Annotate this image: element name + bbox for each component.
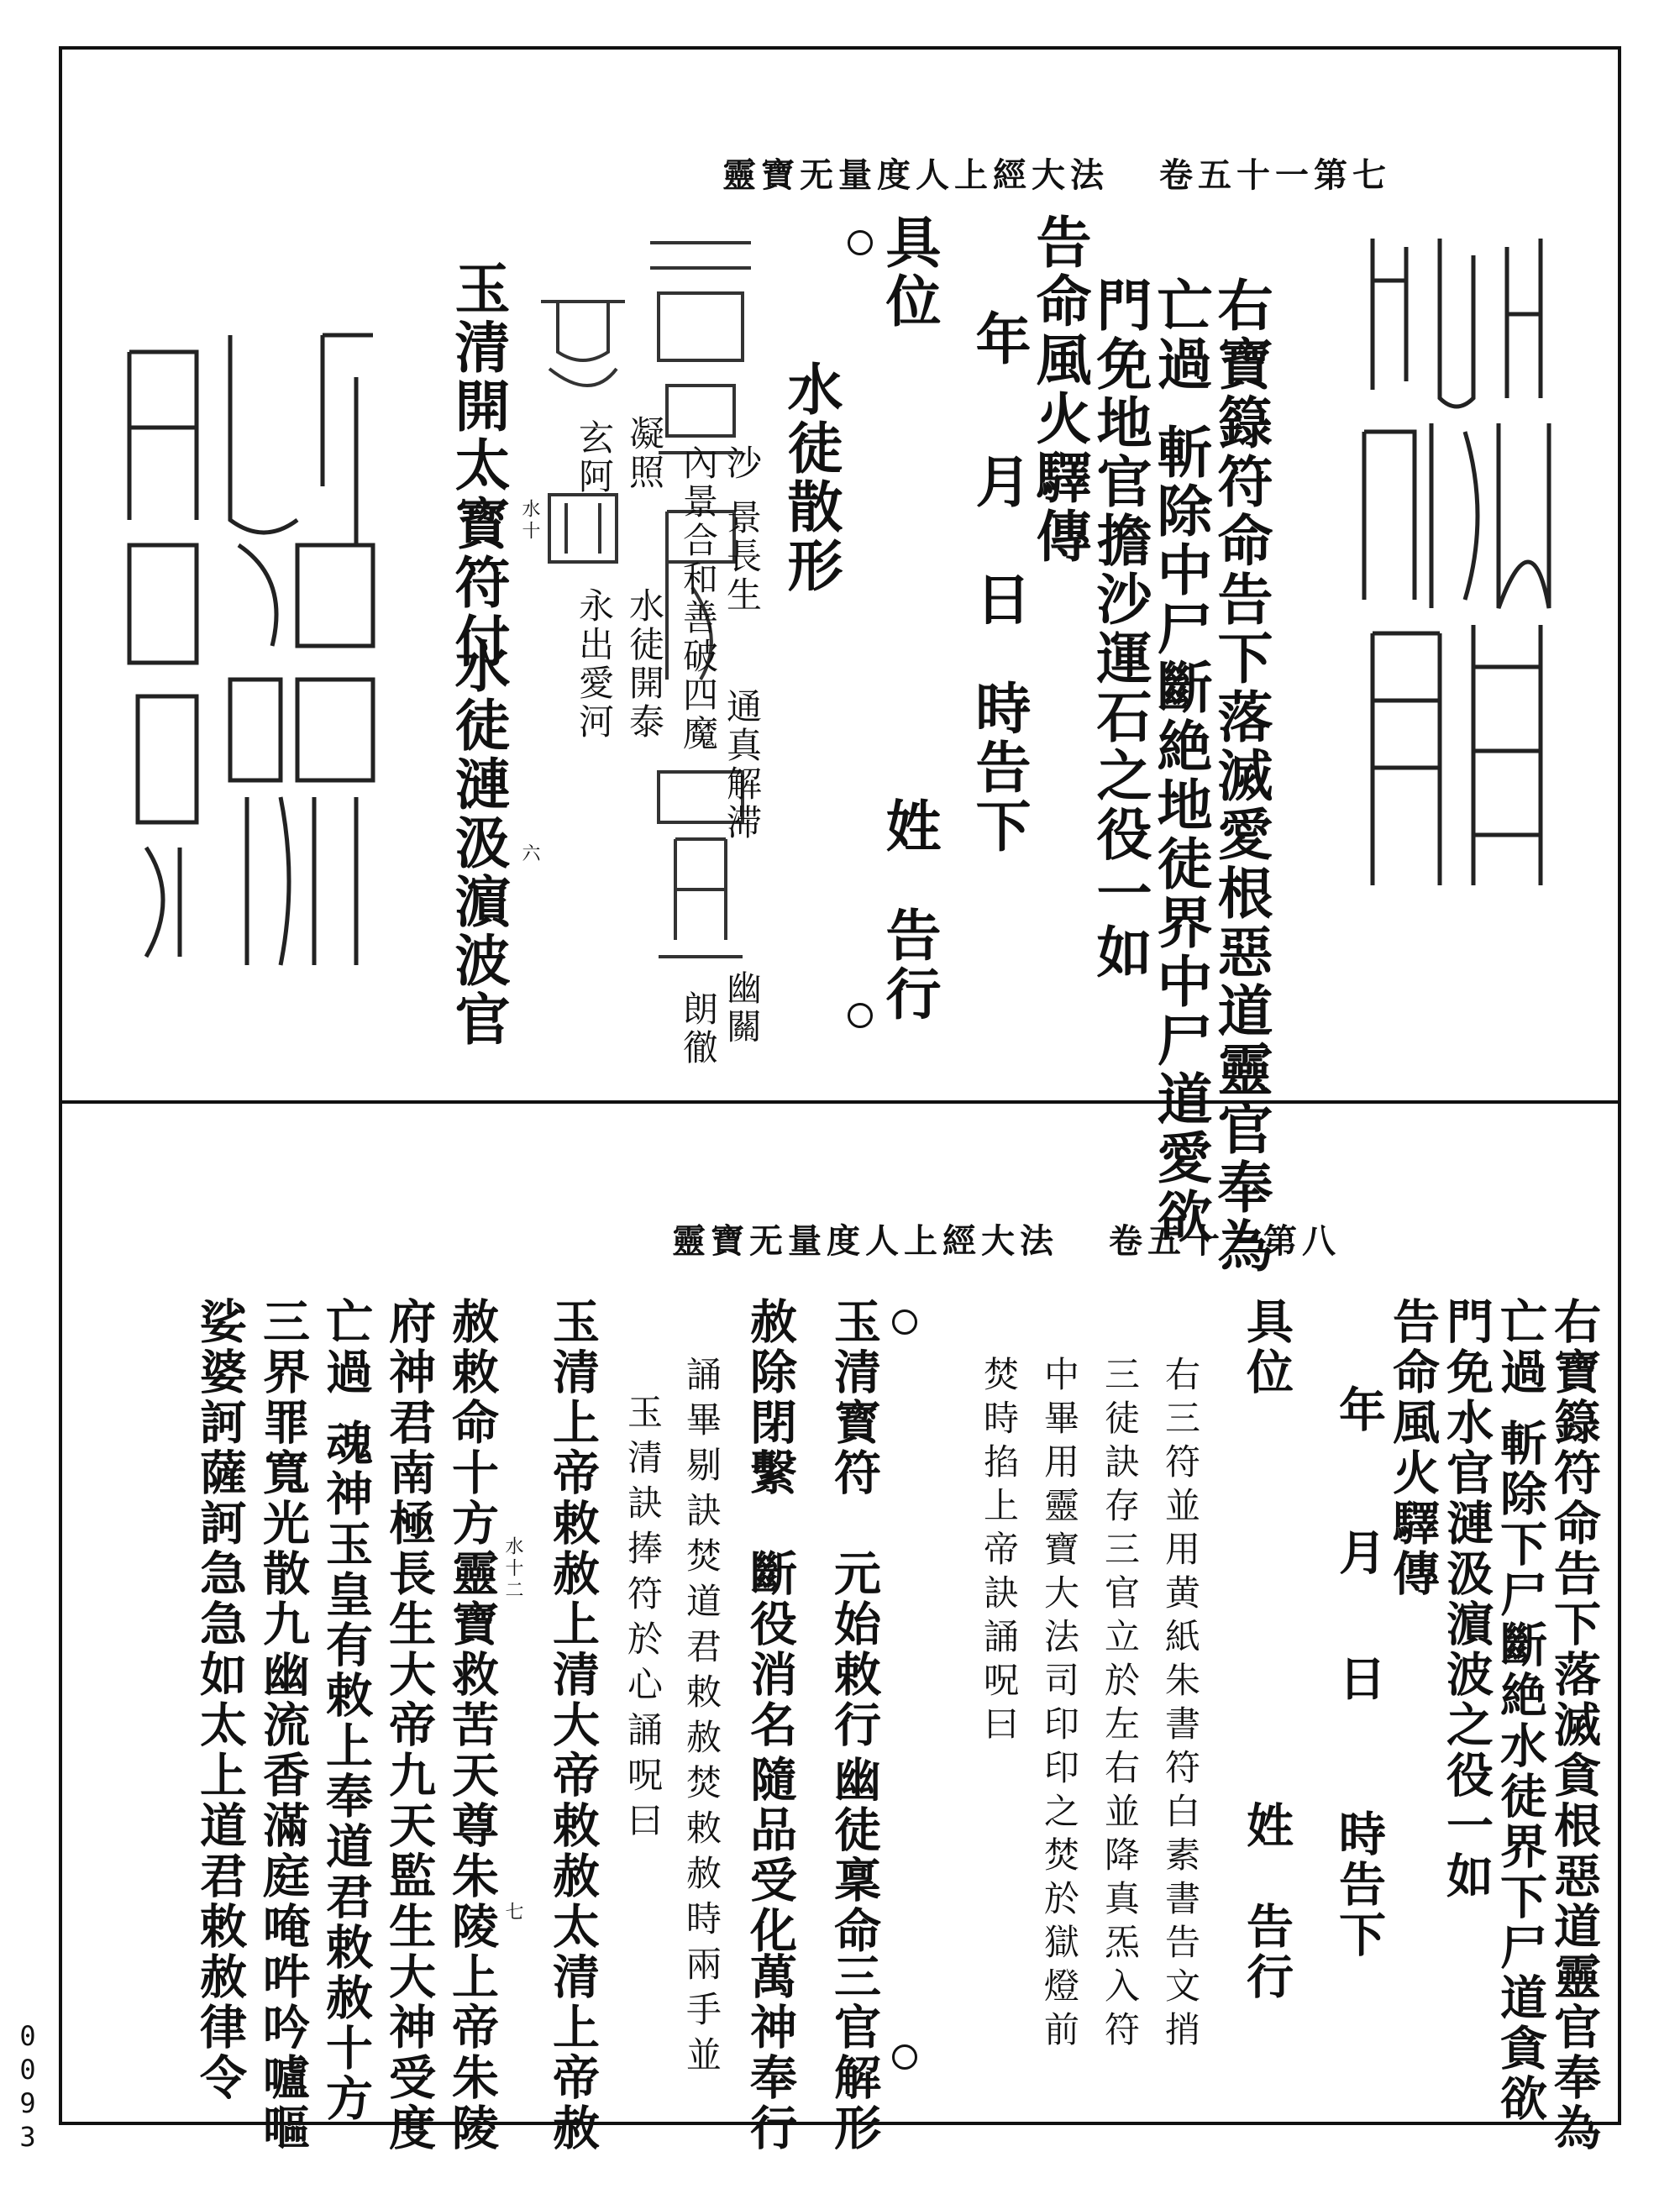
bottom-incant-5: 三界罪寬光散九幽流香滿庭唵吽吟嚧嘔: [255, 1297, 311, 2154]
page-number: 0093: [12, 2020, 44, 2154]
bottom-col-3: 門免水官漣汲濵波之役一如: [1439, 1297, 1494, 1902]
bottom-running-head-title: 靈寶无量度人上經大法: [672, 1221, 1058, 1261]
bottom-incant-4b: 魂神玉皇有敕上奉道君敕赦十方: [318, 1419, 374, 2124]
bottom-circle-marker-bottom: [892, 2044, 917, 2070]
bottom-note-5: 誦畢剔訣焚道君敕赦焚敕赦時兩手並: [681, 1356, 722, 2081]
top-anno-true-release: 通真解滞: [722, 688, 763, 842]
top-running-head: [722, 149, 1391, 197]
bottom-running-head-volume: 卷五十一第八: [1109, 1221, 1341, 1261]
bottom-spell-2a: 赦除閉繫: [743, 1297, 798, 1498]
top-anno-long-life: 景長生: [722, 499, 763, 615]
bottom-spell-2c: 隨品受化: [743, 1755, 798, 1956]
bottom-spell-1a: 玉清寳符: [827, 1297, 882, 1498]
top-talisman-seal-large: [1339, 230, 1574, 919]
top-anno-bright-clear: 朗徹: [678, 990, 719, 1068]
top-talisman-caption: 水徒散形: [778, 360, 843, 596]
top-anno-dark-pass: 幽關: [722, 969, 763, 1047]
bottom-note-2: 三徒訣存三官立於左右並降真炁入符: [1100, 1356, 1141, 2055]
top-col-6-report: 告行: [876, 906, 942, 1024]
top-anno-mystic: 玄阿: [574, 419, 615, 496]
bottom-incant-4a: 亡過: [318, 1297, 374, 1398]
bottom-col-2a: 亡過: [1493, 1297, 1548, 1398]
bottom-col-4: 告命風火驛傳: [1385, 1297, 1441, 1599]
bottom-col-5-month: 月: [1331, 1528, 1387, 1578]
bottom-spell-1d: 三官解形: [827, 1952, 882, 2154]
top-col-5-day: 日: [966, 570, 1032, 629]
bottom-note-4: 焚時掐上帝訣誦呪曰: [979, 1356, 1020, 1749]
bottom-incant-6: 娑婆訶薩訶急急如太上道君敕赦律令: [192, 1297, 248, 2103]
top-col-6-surname: 姓: [876, 797, 942, 856]
top-col-5-month: 月: [966, 453, 1032, 512]
top-col-2b: 斬除中尸斷絶地徒界中尸道愛欲: [1147, 423, 1213, 1246]
bottom-note-6: 玉清訣捧符於心誦呪曰: [622, 1393, 664, 1847]
top-circle-marker-bottom: [848, 1003, 873, 1028]
bottom-running-head: [672, 1215, 1341, 1262]
top-col-3: 門免地官擔沙運石之役一如: [1087, 276, 1152, 982]
top-anno-sand: 沙: [722, 444, 763, 483]
bottom-note-3: 中畢用靈寶大法司印印之焚於獄燈前: [1039, 1356, 1080, 2055]
top-anno-inner-scene: 內景合和善破四魔: [678, 444, 719, 753]
top-col-1: 右寶籙符命告下落滅愛根惡道靈官奉為: [1208, 276, 1273, 1276]
bottom-col-6-surname: 姓: [1239, 1801, 1294, 1851]
bottom-col-1: 右寶籙符命告下落滅貪根惡道靈官奉為: [1546, 1297, 1602, 2154]
top-talisman-seal-left: [104, 327, 390, 982]
top-anno-love-river: 永出愛河: [574, 587, 615, 742]
page-frame: [59, 46, 1621, 2154]
top-anno-water-open: 水徒開泰: [624, 587, 665, 742]
top-running-head-title: 靈寶无量度人上經大法: [722, 155, 1109, 195]
bottom-col-5-time: 時告下: [1331, 1809, 1387, 1960]
bottom-spell-2b: 斷役消名: [743, 1549, 798, 1750]
top-mark-six: 六: [519, 843, 540, 865]
top-col-5-time: 時告下: [966, 680, 1032, 856]
bottom-mark-water12: 水十二: [502, 1536, 523, 1602]
top-running-head-volume: 卷五十一第七: [1159, 155, 1391, 195]
top-mark-water10: 水十: [519, 499, 540, 543]
bottom-incant-1: 玉清上帝敕赦上清大帝敕赦太清上帝赦: [545, 1297, 601, 2154]
bottom-col-6-report: 告行: [1239, 1902, 1294, 2002]
top-anno-congeal: 凝照: [624, 415, 665, 492]
bottom-incant-2: 赦敕命十方靈寶救苦天尊朱陵上帝朱陵: [444, 1297, 500, 2154]
bottom-note-1: 右三符並用黄紙朱書符白素書告文捎: [1160, 1356, 1201, 2055]
top-col-6: 具位: [876, 213, 942, 331]
top-col-fu-water: 水徒漣汲濵波官: [445, 638, 511, 1049]
bottom-spell-2d: 萬神奉行: [743, 1952, 798, 2154]
top-circle-marker-top: [848, 230, 873, 255]
bottom-col-2b: 斬除下尸斷絶水徒界下尸道貪欲: [1493, 1419, 1548, 2124]
bottom-incant-3: 府神君南極長生大帝九天監生大神受度: [381, 1297, 437, 2154]
bottom-col-5-year: 年: [1331, 1385, 1387, 1435]
bottom-page: [62, 1104, 1618, 2154]
bottom-mark-seven: 七: [502, 1902, 523, 1923]
top-col-5-year: 年: [966, 310, 1032, 369]
top-col-4: 告命風火驛傳: [1026, 213, 1092, 566]
top-col-fu-name: 玉清開太寳符付: [445, 260, 511, 671]
bottom-col-5-day: 日: [1331, 1654, 1387, 1704]
bottom-spell-1b: 元始敕行: [827, 1549, 882, 1750]
bottom-circle-marker-top: [892, 1309, 917, 1335]
top-col-2a: 亡過: [1147, 276, 1213, 394]
bottom-col-6: 具位: [1239, 1297, 1294, 1398]
bottom-spell-1c: 幽徒稟命: [827, 1755, 882, 1956]
